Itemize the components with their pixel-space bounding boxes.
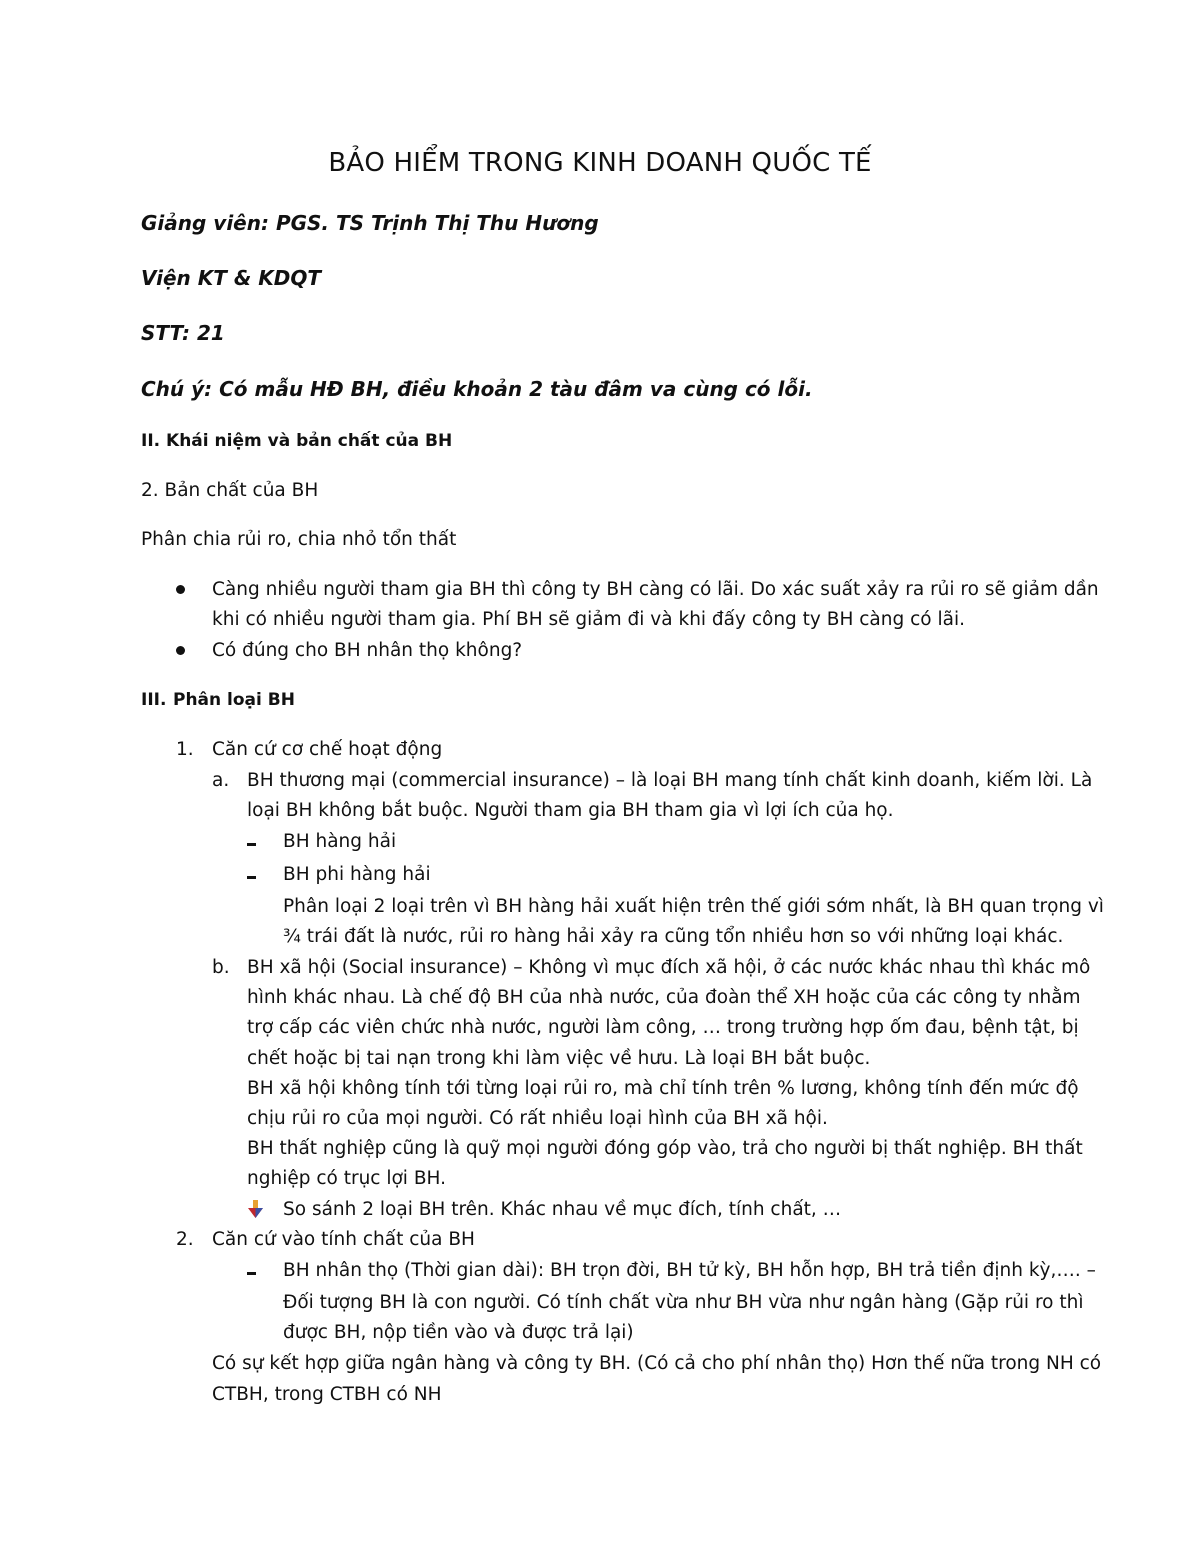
institute-line: Viện KT & KDQT	[141, 266, 321, 290]
item-1-number: 1.	[176, 739, 194, 760]
item-2-dash-line-3: được BH, nộp tiền vào và được trả lại)	[283, 1322, 634, 1343]
item-b-line-2: hình khác nhau. Là chế độ BH của nhà nước, của đoàn thể XH hoặc của các công ty nhằm	[247, 987, 1081, 1008]
arrow-comparison-text: So sánh 2 loại BH trên. Khác nhau về mục đích, tính chất, …	[283, 1199, 842, 1220]
item-a-dash-1: BH hàng hải	[283, 831, 397, 852]
dash-icon	[247, 876, 256, 879]
stt-line: STT: 21	[141, 321, 225, 345]
section-2-subheading: 2. Bản chất của BH	[141, 480, 319, 501]
item-a-line-1: BH thương mại (commercial insurance) – là loại BH mang tính chất kinh doanh, kiếm lời. Là	[247, 770, 1093, 791]
lecturer-line: Giảng viên: PGS. TS Trịnh Thị Thu Hương	[141, 211, 599, 235]
bullet-dot-icon	[176, 646, 185, 655]
arrow-down-icon	[247, 1199, 265, 1219]
item-1-text: Căn cứ cơ chế hoạt động	[212, 739, 443, 760]
note-line: Chú ý: Có mẫu HĐ BH, điều khoản 2 tàu đâm va cùng có lỗi.	[141, 377, 813, 401]
item-b-line-5: BH xã hội không tính tới từng loại rủi ro, mà chỉ tính trên % lương, không tính đến mức độ	[247, 1078, 1079, 1099]
item-b-line-3: trợ cấp các viên chức nhà nước, người làm công, … trong trường hợp ốm đau, bệnh tật, bị	[247, 1017, 1079, 1038]
dash-icon	[247, 843, 256, 846]
section-2-intro: Phân chia rủi ro, chia nhỏ tổn thất	[141, 529, 457, 550]
item-a-dash-2-line-3: ¾ trái đất là nước, rủi ro hàng hải xảy ra cũng tổn nhiều hơn so với những loại khác.	[283, 926, 1064, 947]
item-2-text: Căn cứ vào tính chất của BH	[212, 1229, 475, 1250]
item-b-line-7: BH thất nghiệp cũng là quỹ mọi người đóng góp vào, trả cho người bị thất nghiệp. BH thất	[247, 1138, 1083, 1159]
item-2-line-4: Có sự kết hợp giữa ngân hàng và công ty BH. (Có cả cho phí nhân thọ) Hơn thế nữa trong NH có	[212, 1353, 1102, 1374]
item-b-line-1: BH xã hội (Social insurance) – Không vì mục đích xã hội, ở các nước khác nhau thì khác mô	[247, 957, 1091, 978]
bullet-dot-icon	[176, 585, 185, 594]
item-b-line-4: chết hoặc bị tai nạn trong khi làm việc về hưu. Là loại BH bắt buộc.	[247, 1048, 871, 1069]
item-a-line-2: loại BH không bắt buộc. Người tham gia BH tham gia vì lợi ích của họ.	[247, 800, 894, 821]
item-b-line-6: chịu rủi ro của mọi người. Có rất nhiều loại hình của BH xã hội.	[247, 1108, 828, 1129]
item-2-dash-line-2: Đối tượng BH là con người. Có tính chất vừa như BH vừa như ngân hàng (Gặp rủi ro thì	[283, 1292, 1084, 1313]
document-title: BẢO HIỂM TRONG KINH DOANH QUỐC TẾ	[328, 148, 872, 178]
section-3-numeral: III.	[141, 690, 167, 710]
item-2-number: 2.	[176, 1229, 194, 1250]
item-a-dash-2: BH phi hàng hải	[283, 864, 431, 885]
item-a-dash-2-line-2: Phân loại 2 loại trên vì BH hàng hải xuất hiện trên thế giới sớm nhất, là BH quan trọng vì	[283, 896, 1104, 917]
bullet-2: Có đúng cho BH nhân thọ không?	[212, 640, 523, 661]
bullet-1-line-1: Càng nhiều người tham gia BH thì công ty BH càng có lãi. Do xác suất xảy ra rủi ro sẽ giảm dần	[212, 579, 1099, 600]
item-b-line-8: nghiệp có trục lợi BH.	[247, 1168, 446, 1189]
section-3-heading: Phân loại BH	[173, 690, 295, 710]
section-2-heading: II. Khái niệm và bản chất của BH	[141, 431, 453, 451]
bullet-1-line-2: khi có nhiều người tham gia. Phí BH sẽ giảm đi và khi đấy công ty BH càng có lãi.	[212, 609, 965, 630]
dash-icon	[247, 1272, 256, 1275]
item-2-dash-line-1: BH nhân thọ (Thời gian dài): BH trọn đời, BH tử kỳ, BH hỗn hợp, BH trả tiền định kỳ,…. –	[283, 1260, 1096, 1281]
item-b-label: b.	[212, 957, 230, 978]
item-2-line-5: CTBH, trong CTBH có NH	[212, 1384, 442, 1405]
item-a-label: a.	[212, 770, 230, 791]
